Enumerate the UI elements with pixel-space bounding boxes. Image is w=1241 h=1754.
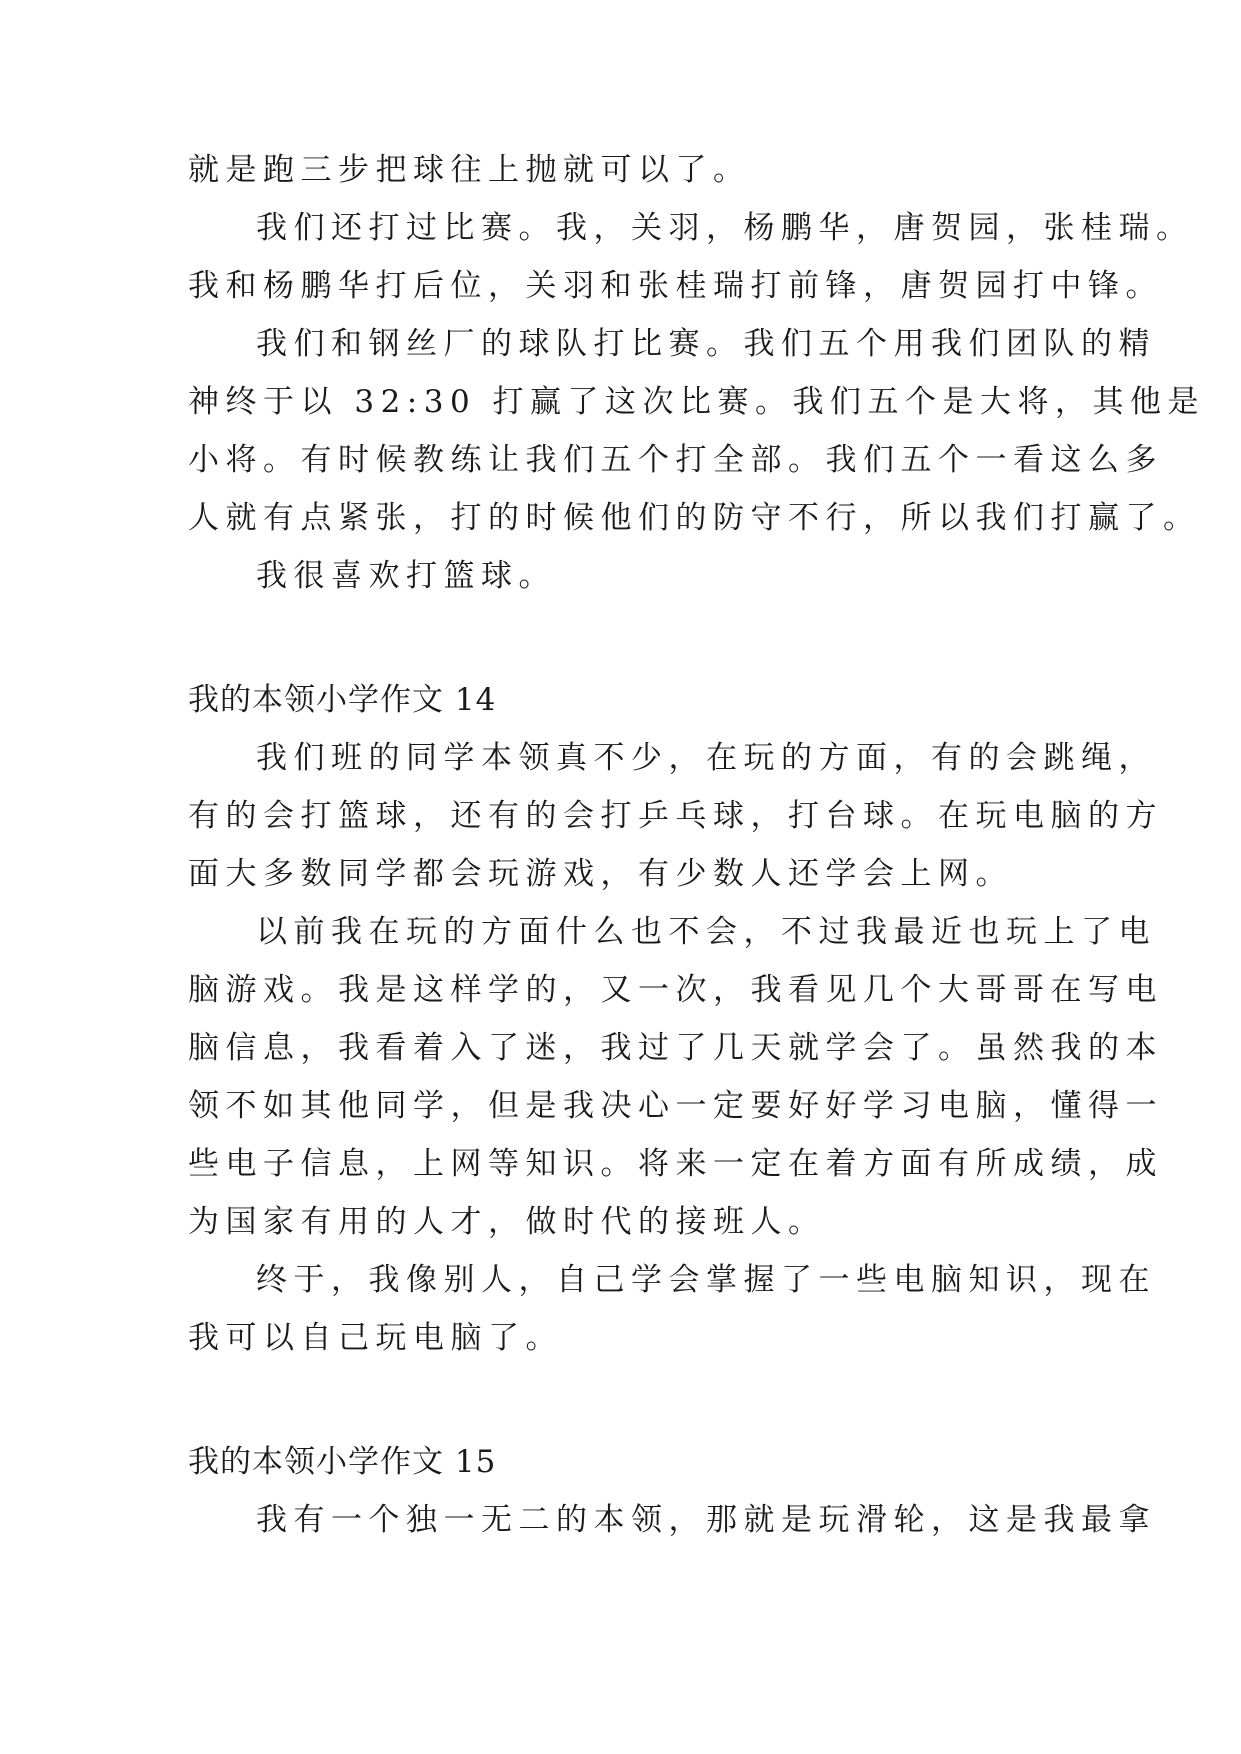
paragraph-line: 领不如其他同学，但是我决心一定要好好学习电脑，懂得一: [188, 1088, 1163, 1124]
paragraph-line: 为国家有用的人才，做时代的接班人。: [188, 1204, 826, 1240]
paragraph-line: 我有一个独一无二的本领，那就是玩滑轮，这是我最拿: [256, 1502, 1156, 1538]
paragraph-line: 脑游戏。我是这样学的，又一次，我看见几个大哥哥在写电: [188, 972, 1163, 1008]
section-heading: 我的本领小学作文 15: [188, 1444, 497, 1480]
paragraph-line: 面大多数同学都会玩游戏，有少数人还学会上网。: [188, 856, 1013, 892]
paragraph-line: 我和杨鹏华打后位，关羽和张桂瑞打前锋，唐贺园打中锋。: [188, 268, 1163, 304]
paragraph-line: 我们班的同学本领真不少，在玩的方面，有的会跳绳，: [256, 740, 1156, 776]
paragraph-line: 小将。有时候教练让我们五个打全部。我们五个一看这么多: [188, 442, 1163, 478]
paragraph-line: 我们还打过比赛。我，关羽，杨鹏华，唐贺园，张桂瑞。: [256, 210, 1194, 246]
paragraph-line: 些电子信息，上网等知识。将来一定在着方面有所成绩，成: [188, 1146, 1163, 1182]
paragraph-line: 我们和钢丝厂的球队打比赛。我们五个用我们团队的精: [256, 326, 1156, 362]
paragraph-line: 以前我在玩的方面什么也不会，不过我最近也玩上了电: [256, 914, 1156, 950]
paragraph-line: 我很喜欢打篮球。: [256, 558, 556, 594]
section-heading: 我的本领小学作文 14: [188, 682, 497, 718]
paragraph-line: 就是跑三步把球往上抛就可以了。: [188, 152, 751, 188]
paragraph-line: 终于，我像别人，自己学会掌握了一些电脑知识，现在: [256, 1262, 1156, 1298]
paragraph-line: 脑信息，我看着入了迷，我过了几天就学会了。虽然我的本: [188, 1030, 1163, 1066]
paragraph-line: 有的会打篮球，还有的会打乒乓球，打台球。在玩电脑的方: [188, 798, 1163, 834]
paragraph-line: 人就有点紧张，打的时候他们的防守不行，所以我们打赢了。: [188, 500, 1201, 536]
paragraph-line: 我可以自己玩电脑了。: [188, 1320, 563, 1356]
paragraph-line: 神终于以 32:30 打赢了这次比赛。我们五个是大将，其他是: [188, 384, 1206, 420]
